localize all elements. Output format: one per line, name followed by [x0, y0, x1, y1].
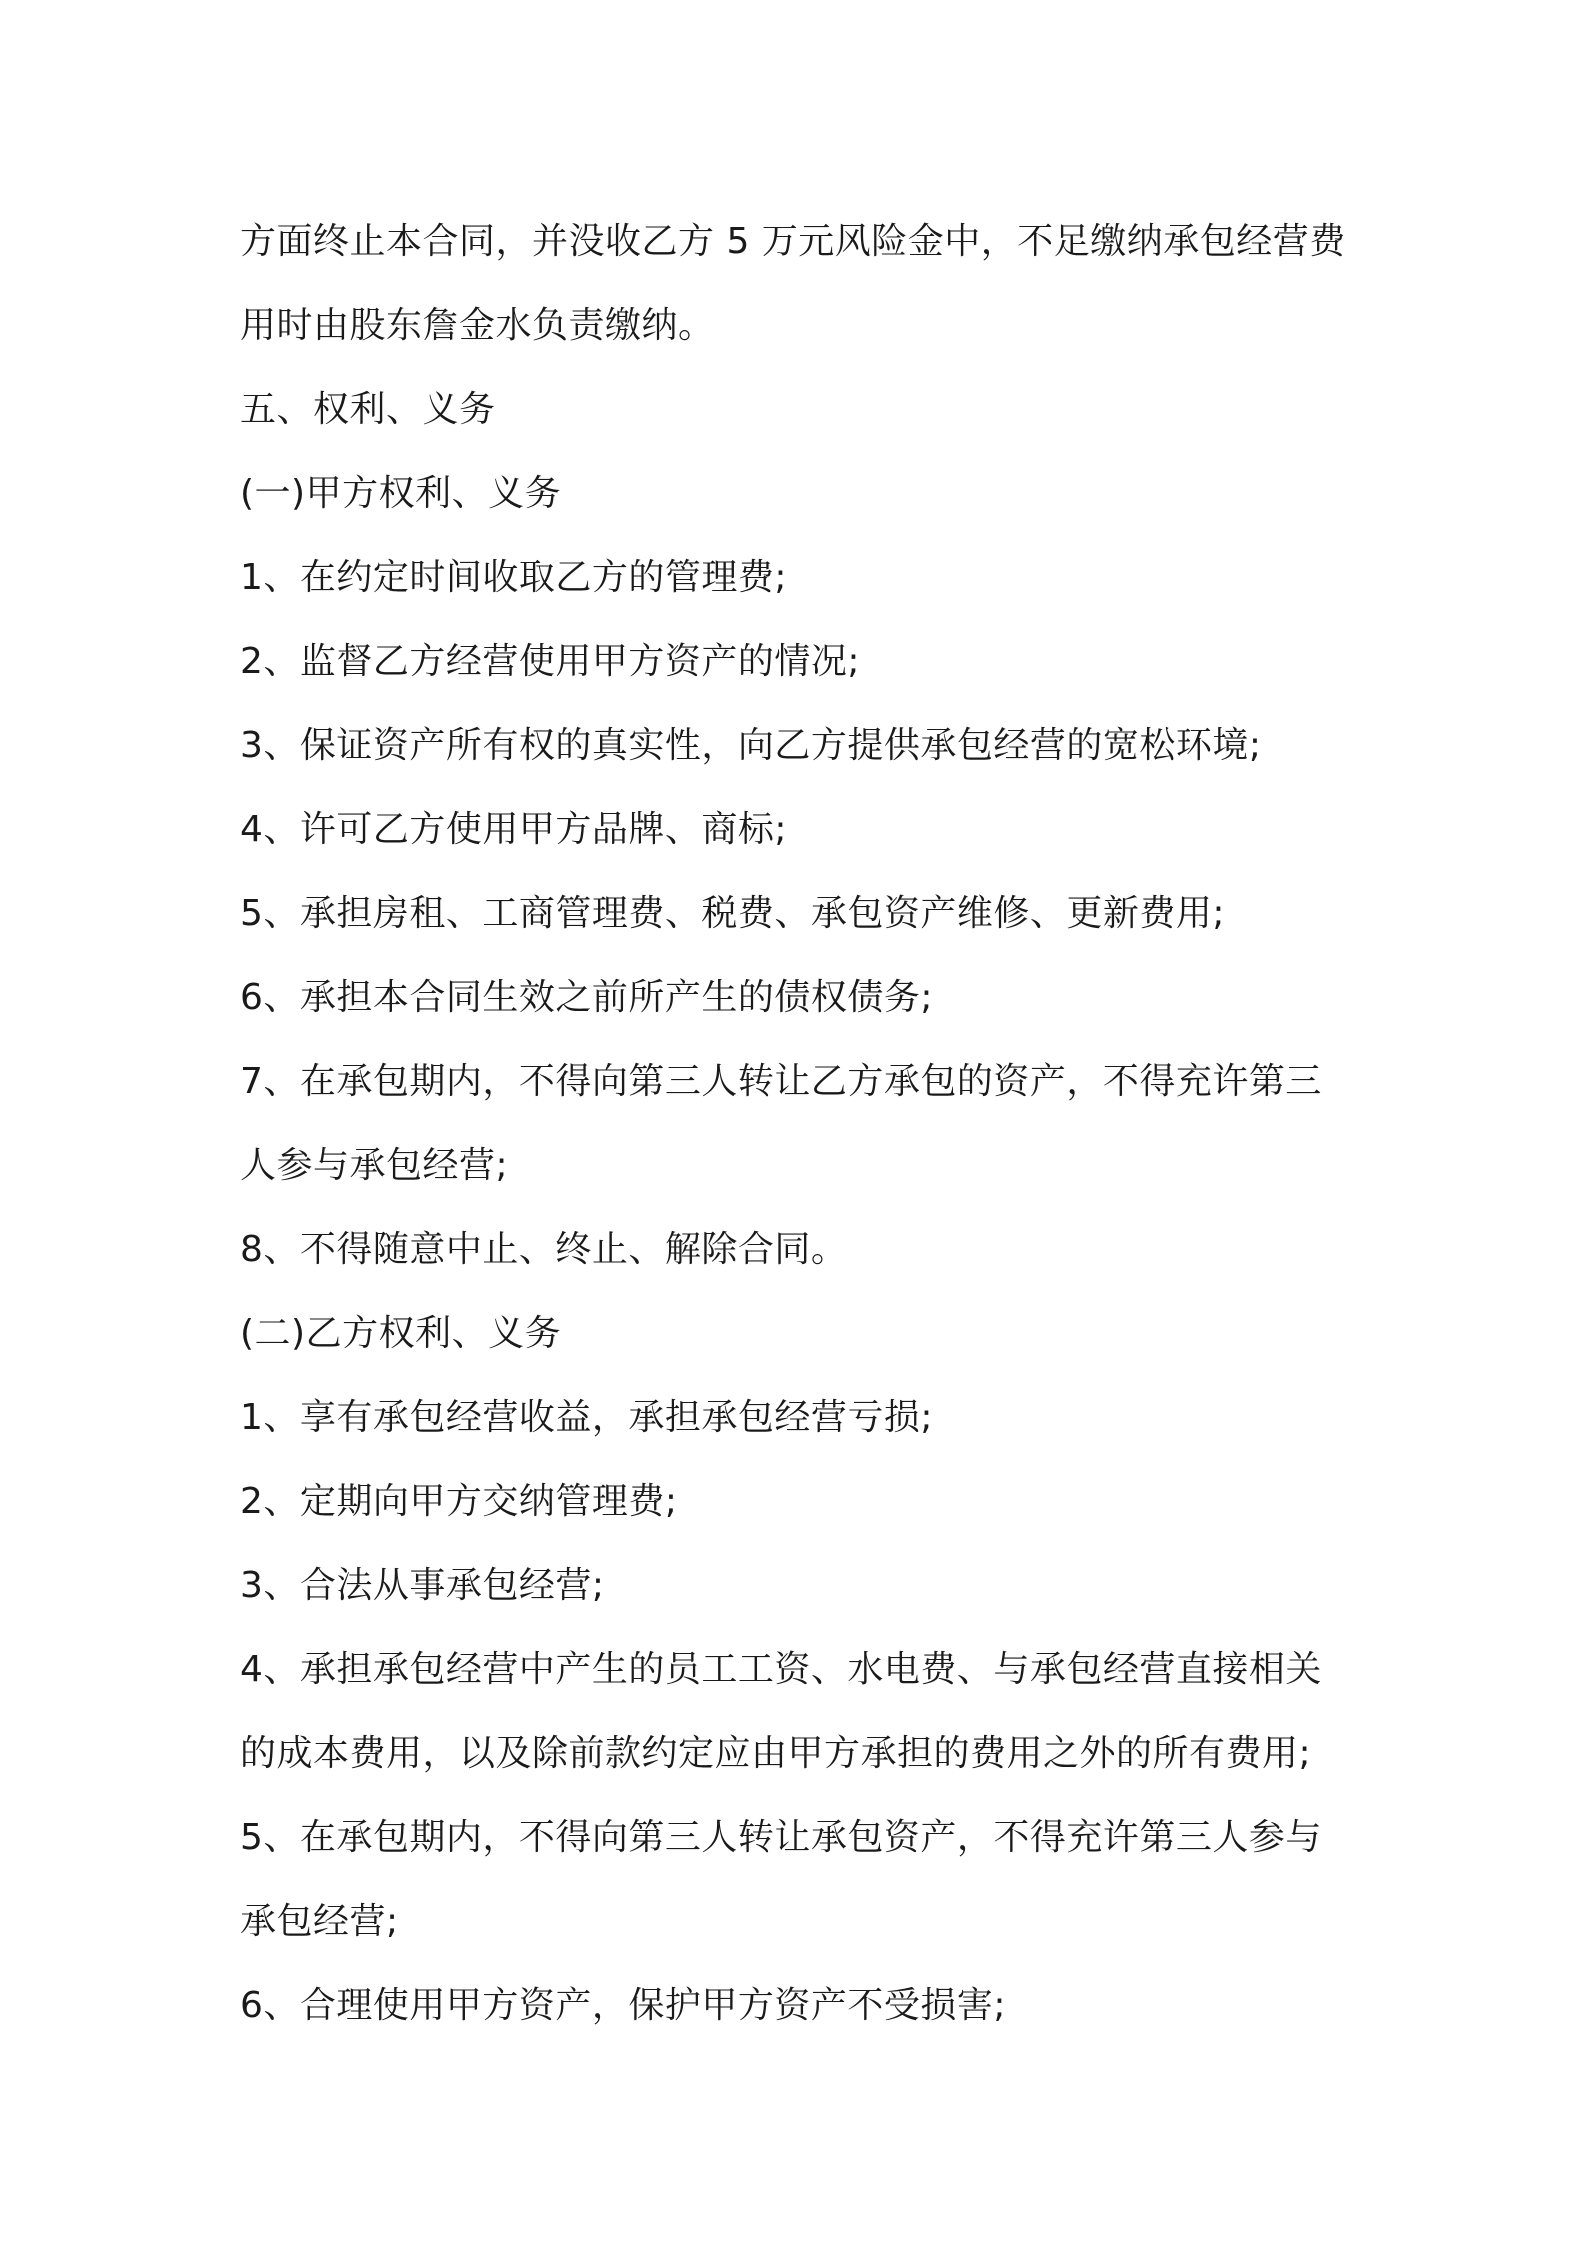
- list-item: 7、在承包期内，不得向第三人转让乙方承包的资产，不得充许第三: [240, 1061, 1322, 1102]
- list-item: 5、承担房租、工商管理费、税费、承包资产维修、更新费用;: [240, 893, 1226, 934]
- list-item: 3、保证资产所有权的真实性，向乙方提供承包经营的宽松环境;: [240, 725, 1262, 766]
- text-line: 用时由股东詹金水负责缴纳。: [240, 305, 715, 346]
- subsection-heading: (一)甲方权利、义务: [240, 473, 562, 514]
- list-item: 2、定期向甲方交纳管理费;: [240, 1481, 678, 1522]
- list-item: 6、合理使用甲方资产，保护甲方资产不受损害;: [240, 1985, 1007, 2026]
- list-item: 1、在约定时间收取乙方的管理费;: [240, 557, 788, 598]
- list-item: 8、不得随意中止、终止、解除合同。: [240, 1229, 848, 1270]
- list-item: 1、享有承包经营收益，承担承包经营亏损;: [240, 1397, 934, 1438]
- list-item: 4、承担承包经营中产生的员工工资、水电费、与承包经营直接相关: [240, 1649, 1322, 1690]
- list-item: 3、合法从事承包经营;: [240, 1565, 605, 1606]
- list-item: 4、许可乙方使用甲方品牌、商标;: [240, 809, 788, 850]
- subsection-heading: (二)乙方权利、义务: [240, 1313, 562, 1354]
- list-item-continuation: 人参与承包经营;: [240, 1145, 509, 1186]
- text-line: 方面终止本合同，并没收乙方 5 万元风险金中，不足缴纳承包经营费: [240, 221, 1346, 262]
- document-body: [240, 200, 1360, 2048]
- section-heading: 五、权利、义务: [240, 389, 496, 430]
- list-item: 5、在承包期内，不得向第三人转让承包资产，不得充许第三人参与: [240, 1817, 1322, 1858]
- list-item: 6、承担本合同生效之前所产生的债权债务;: [240, 977, 934, 1018]
- list-item-continuation: 的成本费用，以及除前款约定应由甲方承担的费用之外的所有费用;: [240, 1733, 1312, 1774]
- list-item: 2、监督乙方经营使用甲方资产的情况;: [240, 641, 861, 682]
- list-item-continuation: 承包经营;: [240, 1901, 399, 1942]
